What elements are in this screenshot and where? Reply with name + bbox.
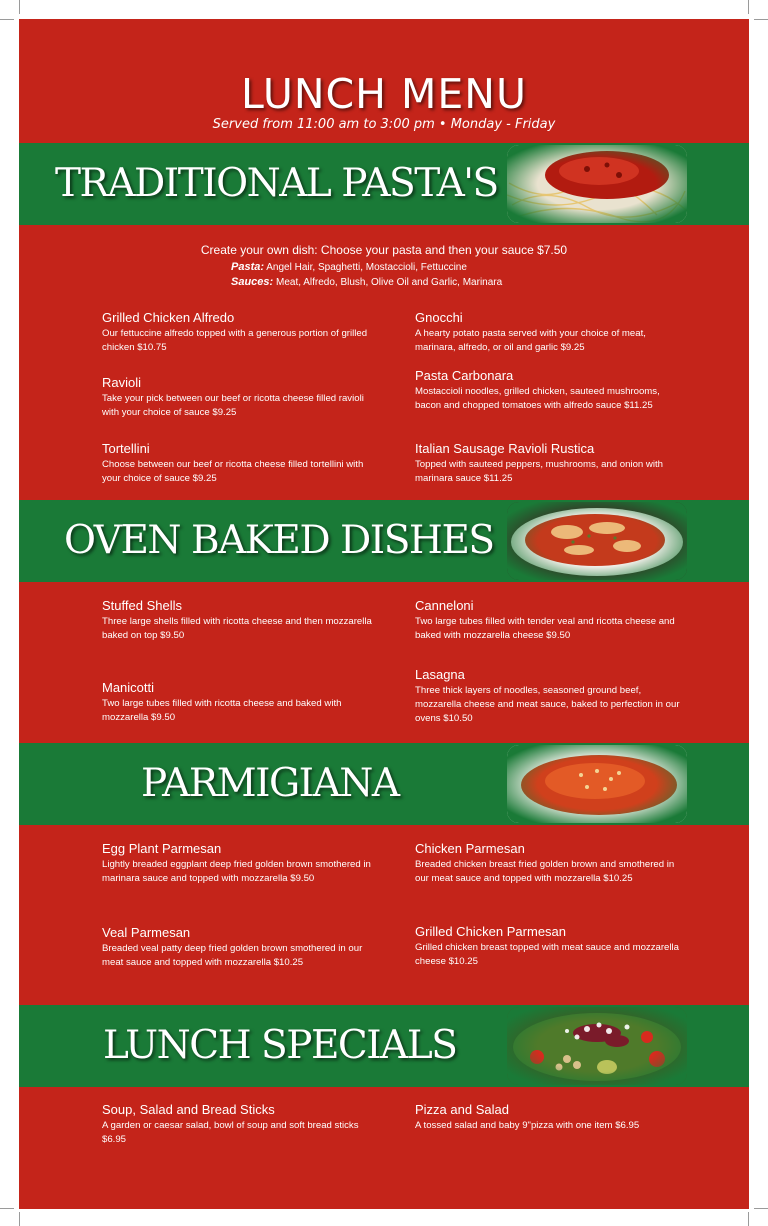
item-description: Two large tubes filled with tender veal and ricotta cheese and baked with mozzarella cheese $9.50 xyxy=(415,616,675,641)
crop-mark xyxy=(0,1208,14,1209)
section-title: LUNCH SPECIALS xyxy=(103,1023,457,1068)
item-name: Gnocchi xyxy=(415,310,463,325)
item-description: Three thick layers of noodles, seasoned ground beef, mozzarella cheese and meat sauce, baked to perfection in our ovens $10.50 xyxy=(415,685,680,724)
section-title: OVEN BAKED DISHES xyxy=(64,518,494,563)
item-description: Our fettuccine alfredo topped with a generous portion of grilled chicken $10.75 xyxy=(102,328,368,353)
crop-mark xyxy=(748,0,749,14)
menu-item-chicken-parmesan xyxy=(415,841,687,886)
menu-item-grilled-chicken-alfredo xyxy=(102,310,374,355)
item-name: Soup, Salad and Bread Sticks xyxy=(102,1102,275,1117)
sauces-options: Meat, Alfredo, Blush, Olive Oil and Garlic, Marinara xyxy=(275,277,503,288)
item-description: Mostaccioli noodles, grilled chicken, sauteed mushrooms, bacon and chopped tomatoes with alfredo sauce $11.25 xyxy=(415,386,660,411)
crop-mark xyxy=(0,19,14,20)
section-title: TRADITIONAL PASTA'S xyxy=(55,161,498,206)
sauce-options-line xyxy=(231,276,502,288)
menu-item-stuffed-shells xyxy=(102,598,374,643)
section-header-parmigiana xyxy=(19,743,749,825)
menu-page xyxy=(19,19,749,1209)
section-header-oven-baked-dishes xyxy=(19,500,749,582)
parmesan-photo xyxy=(507,745,687,823)
section-header-lunch-specials xyxy=(19,1005,749,1087)
item-name: Stuffed Shells xyxy=(102,598,182,613)
crop-mark xyxy=(19,1212,20,1226)
menu-item-soup-salad-bread-sticks xyxy=(102,1102,374,1147)
item-description: Lightly breaded eggplant deep fried golden brown smothered in marinara sauce and topped with mozzarella $9.50 xyxy=(102,859,371,884)
menu-item-ravioli xyxy=(102,375,374,420)
menu-item-canneloni xyxy=(415,598,687,643)
item-name: Tortellini xyxy=(102,441,150,456)
pasta-options-line xyxy=(231,261,467,273)
menu-item-pasta-carbonara xyxy=(415,368,687,413)
section-title: PARMIGIANA xyxy=(141,761,399,806)
item-name: Veal Parmesan xyxy=(102,925,191,940)
salad-photo xyxy=(507,1007,687,1085)
item-description: Three large shells filled with ricotta cheese and then mozzarella baked on top $9.50 xyxy=(102,616,372,641)
item-description: Grilled chicken breast topped with meat sauce and mozzarella cheese $10.25 xyxy=(415,942,679,967)
menu-title: LUNCH MENU xyxy=(241,70,527,118)
item-description: Breaded veal patty deep fried golden brown smothered in our meat sauce and topped with mozzarella $10.25 xyxy=(102,943,363,968)
menu-item-egg-plant-parmesan xyxy=(102,841,374,886)
item-name: Lasagna xyxy=(415,667,465,682)
create-your-own-line: Create your own dish: Choose your pasta and then your sauce $7.50 xyxy=(200,243,568,257)
crop-mark xyxy=(754,19,768,20)
item-description: Breaded chicken breast fried golden brown and smothered in our meat sauce and topped with mozzarella $10.25 xyxy=(415,859,675,884)
item-name: Manicotti xyxy=(102,680,155,695)
crop-mark xyxy=(754,1208,768,1209)
item-description: Two large tubes filled with ricotta cheese and baked with mozzarella $9.50 xyxy=(102,698,342,723)
spaghetti-photo xyxy=(507,145,687,223)
menu-item-tortellini xyxy=(102,441,374,486)
menu-header xyxy=(19,19,749,143)
menu-item-pizza-and-salad xyxy=(415,1102,687,1133)
item-description: Take your pick between our beef or ricotta cheese filled ravioli with your choice of sauce $9.25 xyxy=(102,393,364,418)
item-name: Chicken Parmesan xyxy=(415,841,525,856)
item-name: Canneloni xyxy=(415,598,474,613)
crop-mark xyxy=(19,0,20,14)
menu-item-veal-parmesan xyxy=(102,925,374,970)
item-name: Grilled Chicken Alfredo xyxy=(102,310,235,325)
item-description: A hearty potato pasta served with your choice of meat, marinara, alfredo, or oil and garlic $9.25 xyxy=(415,328,646,353)
item-name: Ravioli xyxy=(102,375,142,390)
menu-item-gnocchi xyxy=(415,310,687,355)
menu-item-lasagna xyxy=(415,667,687,726)
sauces-label: Sauces: xyxy=(231,276,274,288)
section-header-traditional-pastas xyxy=(19,143,749,225)
item-description: Topped with sauteed peppers, mushrooms, and onion with marinara sauce $11.25 xyxy=(415,459,663,484)
item-description: A tossed salad and baby 9"pizza with one item $6.95 xyxy=(415,1120,640,1131)
menu-item-grilled-chicken-parmesan xyxy=(415,924,687,969)
item-name: Italian Sausage Ravioli Rustica xyxy=(415,441,595,456)
menu-subtitle: Served from 11:00 am to 3:00 pm • Monday - Friday xyxy=(212,117,556,132)
item-name: Pizza and Salad xyxy=(415,1102,509,1117)
item-name: Pasta Carbonara xyxy=(415,368,514,383)
menu-item-manicotti xyxy=(102,680,374,725)
baked-dish-photo xyxy=(507,502,687,580)
item-name: Egg Plant Parmesan xyxy=(102,841,222,856)
crop-mark xyxy=(748,1212,749,1226)
menu-item-italian-sausage-ravioli-rustica xyxy=(415,441,687,486)
item-name: Grilled Chicken Parmesan xyxy=(415,924,567,939)
pasta-label: Pasta: xyxy=(231,261,265,273)
pasta-options: Angel Hair, Spaghetti, Mostaccioli, Fettuccine xyxy=(266,262,467,273)
item-description: Choose between our beef or ricotta cheese filled tortellini with your choice of sauce $9.25 xyxy=(102,459,364,484)
item-description: A garden or caesar salad, bowl of soup and soft bread sticks $6.95 xyxy=(102,1120,359,1145)
